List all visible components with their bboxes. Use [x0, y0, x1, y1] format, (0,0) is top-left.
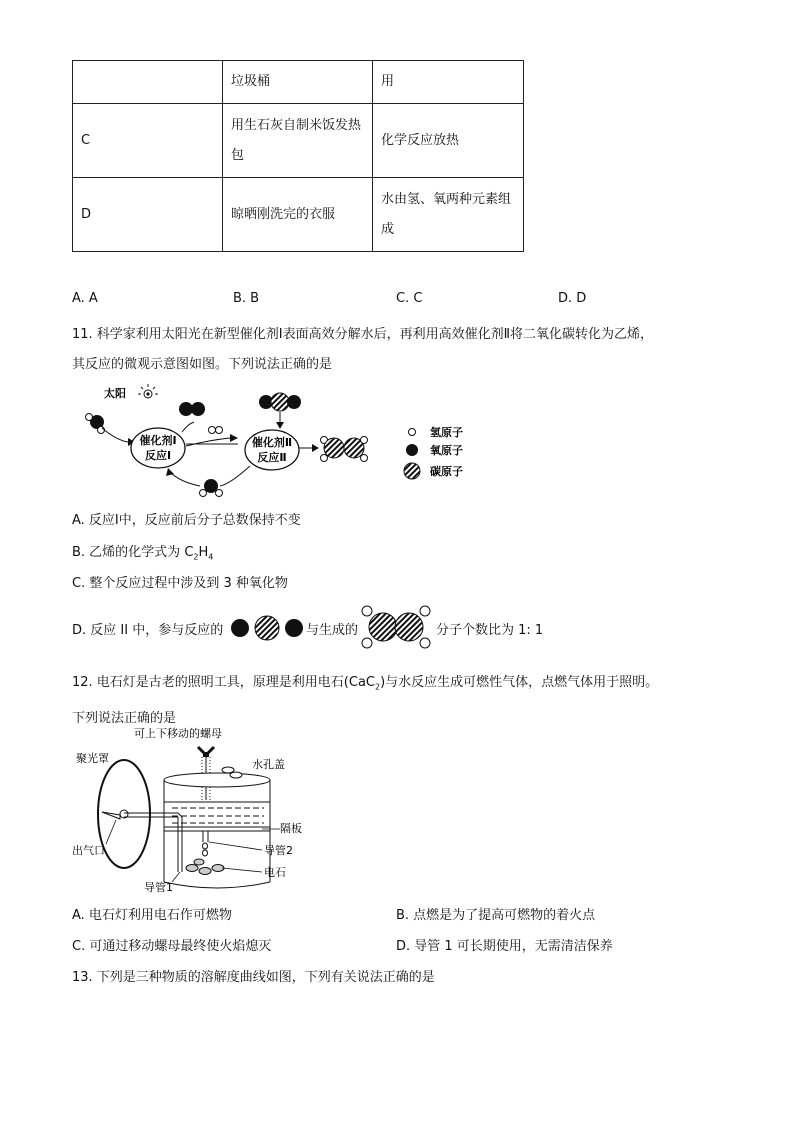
q11-stem-line1: 11. 科学家利用太阳光在新型催化剂Ⅰ表面高效分解水后，再利用高效催化剂Ⅱ将二氧化碳转化为乙烯，: [72, 327, 654, 342]
carbon-dioxide-molecule-icon: [228, 614, 306, 642]
q11-option-d[interactable]: [72, 619, 223, 638]
q11-option-b-h: H: [198, 545, 209, 560]
q11-stem-line2: 其反应的微观示意图如图。下列说法正确的是: [72, 357, 333, 372]
q12-carbide-lamp-diagram: [72, 722, 312, 894]
subscript: 2: [193, 552, 199, 562]
tube2-label: 导管2: [264, 844, 293, 857]
oxygen-atom-icon: [406, 444, 418, 456]
table-cell: C: [73, 104, 223, 178]
q12-stem-line1: [72, 671, 658, 692]
q11-option-b-text: B. 乙烯的化学式为 C: [72, 545, 194, 560]
arrow: [102, 428, 128, 442]
nut-icon: [198, 747, 214, 757]
outlet-label: 出气口: [72, 844, 105, 857]
table-cell: 晾晒刚洗完的衣服: [223, 178, 373, 252]
legend-oxygen: 氧原子: [430, 444, 463, 457]
ethylene-molecule-icon: [321, 437, 368, 462]
option-b[interactable]: B. B: [233, 291, 260, 306]
q12-option-a[interactable]: A. 电石灯利用电石作可燃物: [72, 908, 232, 923]
q12-option-b[interactable]: B. 点燃是为了提高可燃物的着火点: [396, 908, 596, 923]
table-cell: [73, 61, 223, 104]
q12-stem-pre: 12. 电石灯是古老的照明工具，原理是利用电石(: [72, 675, 349, 690]
hydrogen-atom-icon: [409, 429, 416, 436]
carbide-icon: [186, 859, 224, 875]
lamp-top: [164, 773, 270, 787]
option-a[interactable]: A. A: [72, 291, 98, 306]
legend-hydrogen: 氢原子: [430, 426, 463, 439]
table-cell: 用生石灰自制米饭发热包: [223, 104, 373, 178]
subscript: 2: [375, 682, 381, 692]
q12-stem-line2: 下列说法正确的是: [72, 711, 177, 726]
carbon-atom-icon: [404, 463, 420, 479]
q11-option-c[interactable]: C. 整个反应过程中涉及到 3 种氧化物: [72, 576, 288, 591]
q11-option-a[interactable]: A. 反应Ⅰ中，反应前后分子总数保持不变: [72, 513, 301, 528]
plate-label: 隔板: [280, 822, 302, 835]
hydrogen-molecule-icon: [209, 427, 223, 434]
sun-label: 太阳: [104, 387, 126, 400]
table-row: [73, 178, 524, 252]
legend: [404, 425, 463, 479]
carbide-label: 电石: [264, 866, 286, 879]
oxygen-molecule-icon: [179, 402, 205, 416]
table-cell: 垃圾桶: [223, 61, 373, 104]
legend-carbon: 碳原子: [430, 465, 463, 478]
reaction2-label: 反应Ⅱ: [257, 451, 287, 464]
q11-reaction-diagram: [80, 380, 500, 500]
table-cell: 水由氢、氧两种元素组成: [373, 178, 524, 252]
water-molecule-icon: [200, 479, 223, 497]
table-row: [73, 104, 524, 178]
question-table: [72, 60, 524, 252]
reaction1-label: 反应Ⅰ: [144, 449, 172, 462]
catalyst2-label: 催化剂Ⅱ: [251, 436, 293, 449]
table-row: [73, 61, 524, 104]
water-molecule-icon: [86, 414, 105, 434]
q11-option-d-pre: D. 反应 II 中，参与反应的: [72, 623, 224, 638]
q12-stem-post: )与水反应生成可燃性气体，点燃气体用于照明。: [380, 675, 659, 690]
table-cell: 化学反应放热: [373, 104, 524, 178]
q13-stem: 13. 下列是三种物质的溶解度曲线如图，下列有关说法正确的是: [72, 970, 435, 985]
table-cell: D: [73, 178, 223, 252]
table-cell: 用: [373, 61, 524, 104]
q11-option-d-mid: 与生成的: [306, 623, 359, 638]
tube1-label: 导管1: [144, 881, 173, 894]
q11-option-d-post: 分子个数比为 1: 1: [436, 623, 544, 638]
subscript: 4: [208, 552, 214, 562]
nut-label: 可上下移动的螺母: [134, 727, 222, 740]
carbon-dioxide-molecule-icon: [259, 393, 301, 411]
q11-option-b[interactable]: [72, 541, 213, 562]
catalyst1-label: 催化剂Ⅰ: [139, 434, 177, 447]
cap-label: 水孔盖: [252, 758, 285, 771]
option-c[interactable]: C. C: [396, 291, 423, 306]
partition-plate: [164, 827, 270, 831]
sun-icon: [138, 384, 158, 398]
option-d[interactable]: D. D: [558, 291, 587, 306]
q12-option-c[interactable]: C. 可通过移动螺母最终使火焰熄灭: [72, 939, 272, 954]
q12-option-d[interactable]: D. 导管 1 可长期使用，无需清洁保养: [396, 939, 613, 954]
formula: CaC: [348, 675, 376, 690]
reflector-label: 聚光罩: [76, 752, 109, 765]
ethylene-molecule-icon: [360, 604, 432, 650]
